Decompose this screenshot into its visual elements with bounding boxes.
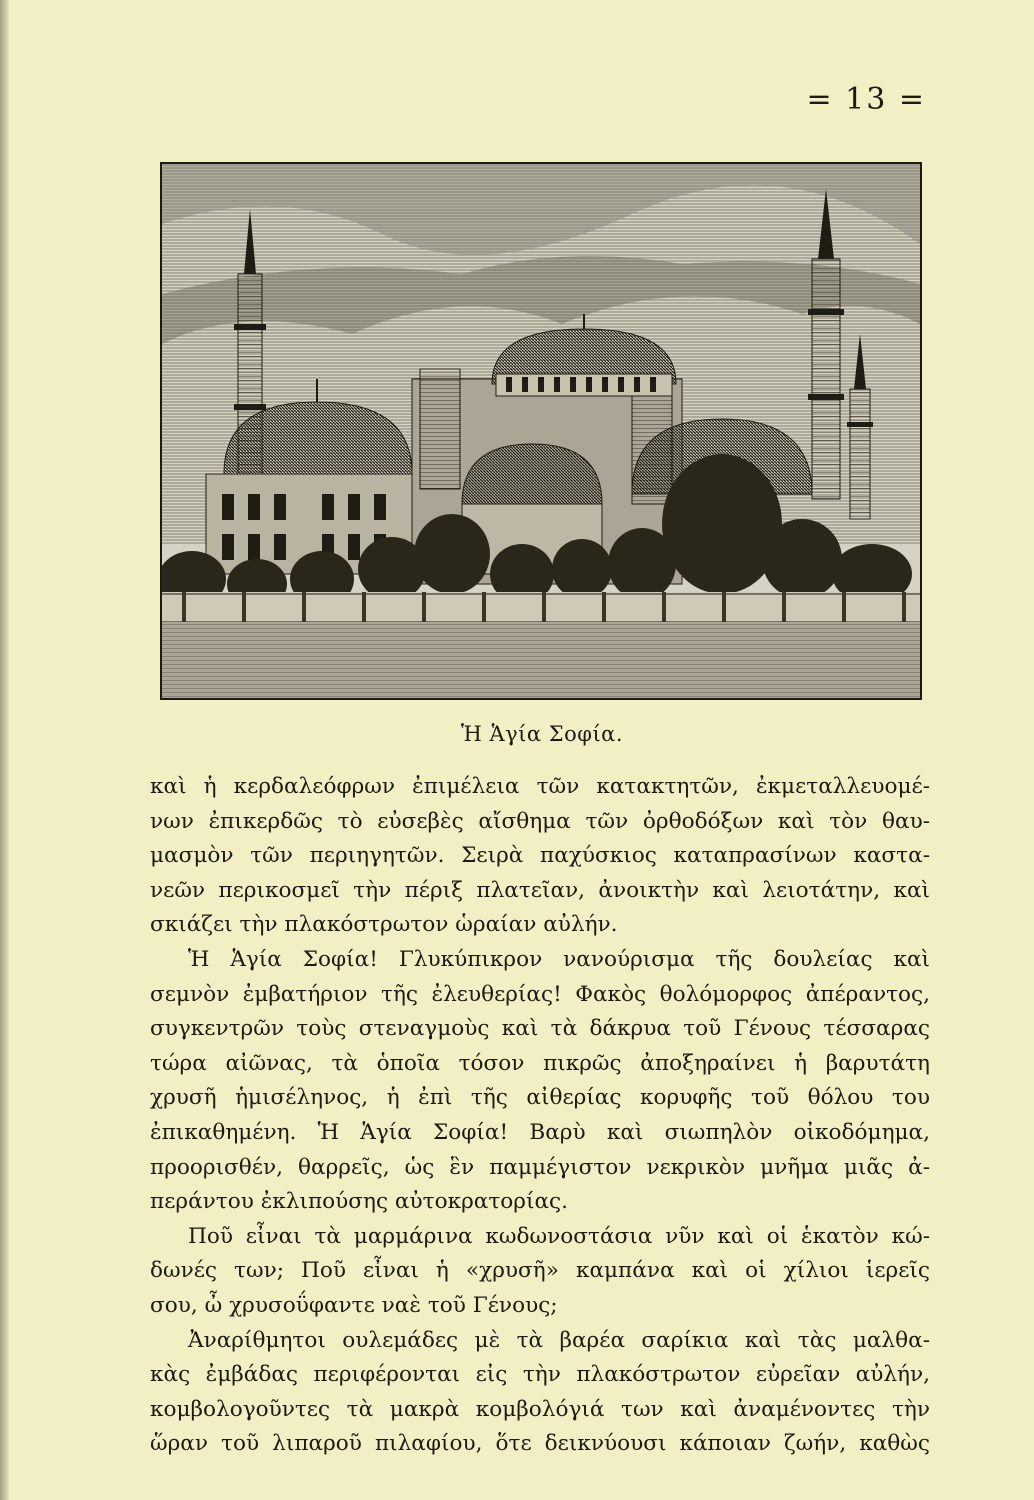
- text-line: Ποῦ εἶναι τὰ μαρμάρινα κωδωνοστάσια νῦν καὶ οἱ ἑκατὸν κώ-: [188, 1223, 930, 1249]
- text-line: μασμὸν τῶν περιηγητῶν. Σειρὰ παχύσκιος καταπρασίνων καστα-: [150, 843, 930, 869]
- text-line: σκιάζει τὴν πλακόστρωτον ὡραίαν αὐλήν.: [150, 912, 618, 938]
- text-line: ἐπικαθημένη. Ἡ Ἁγία Σοφία! Βαρὺ καὶ σιωπηλὸν οἰκοδόμημα,: [150, 1119, 930, 1145]
- text-line: σεμνὸν ἐμβατήριον τῆς ἐλευθερίας! Φακὸς θολόμορφος ἀπέραντος,: [150, 981, 930, 1007]
- text-line: περάντου ἐκλιπούσης αὐτοκρατορίας.: [150, 1189, 568, 1215]
- hagia-sophia-engraving: [160, 162, 922, 700]
- text-line: Ἡ Ἁγία Σοφία! Γλυκύπικρον νανούρισμα τῆς δουλείας καὶ: [188, 946, 930, 972]
- text-line: δωνές των; Ποῦ εἶναι ἡ «χρυσῆ» καμπάνα καὶ οἱ χίλιοι ἱερεῖς: [150, 1258, 930, 1284]
- text-line: χρυσῆ ἡμισέληνος, ἡ ἐπὶ τῆς αἰθερίας κορυφῆς τοῦ θόλου του: [150, 1085, 930, 1111]
- text-line: νων ἐπικερδῶς τὸ εὐσεβὲς αἴσθημα τῶν ὀρθοδόξων καὶ τὸν θαυ-: [150, 808, 930, 834]
- text-line: προορισθέν, θαρρεῖς, ὡς ἓν παμμέγιστον νεκρικὸν μνῆμα μιᾶς ἀ-: [150, 1154, 930, 1180]
- body-text: [150, 770, 930, 1462]
- text-line: τώρα αἰῶνας, τὰ ὁποῖα τόσον πικρῶς ἀποξηραίνει ἡ βαρυτάτη: [150, 1050, 930, 1076]
- figure-caption: Ἡ Ἁγία Σοφία.: [460, 722, 624, 746]
- text-line: ὥραν τοῦ λιπαροῦ πιλαφίου, ὅτε δεικνύουσι κάποιαν ζωήν, καθὼς: [150, 1431, 930, 1457]
- text-line: κομβολογοῦντες τὰ μακρὰ κομβολόγιά των καὶ ἀναμένοντες τὴν: [150, 1396, 930, 1422]
- text-line: συγκεντρῶν τοὺς στεναγμοὺς καὶ τὰ δάκρυα τοῦ Γένους τέσσαρας: [150, 1016, 930, 1042]
- text-line: νεῶν περικοσμεῖ τὴν πέριξ πλατεῖαν, ἀνοικτὴν καὶ λειοτάτην, καὶ: [150, 877, 930, 903]
- text-line: σου, ὦ χρυσοΰφαντε ναὲ τοῦ Γένους;: [150, 1292, 558, 1318]
- text-line: καὶ ἡ κερδαλεόφρων ἐπιμέλεια τῶν κατακτητῶν, ἐκμεταλλευομέ-: [150, 774, 930, 799]
- text-line: Ἀναρίθμητοι ουλεμάδες μὲ τὰ βαρέα σαρίκια καὶ τὰς μαλθα-: [188, 1327, 930, 1353]
- text-line: κὰς ἐμβάδας περιφέρονται εἰς τὴν πλακόστρωτον εὐρεῖαν αὐλήν,: [150, 1362, 930, 1388]
- page-edge-shadow: [0, 0, 10, 1500]
- page-number: = 13 =: [806, 82, 926, 117]
